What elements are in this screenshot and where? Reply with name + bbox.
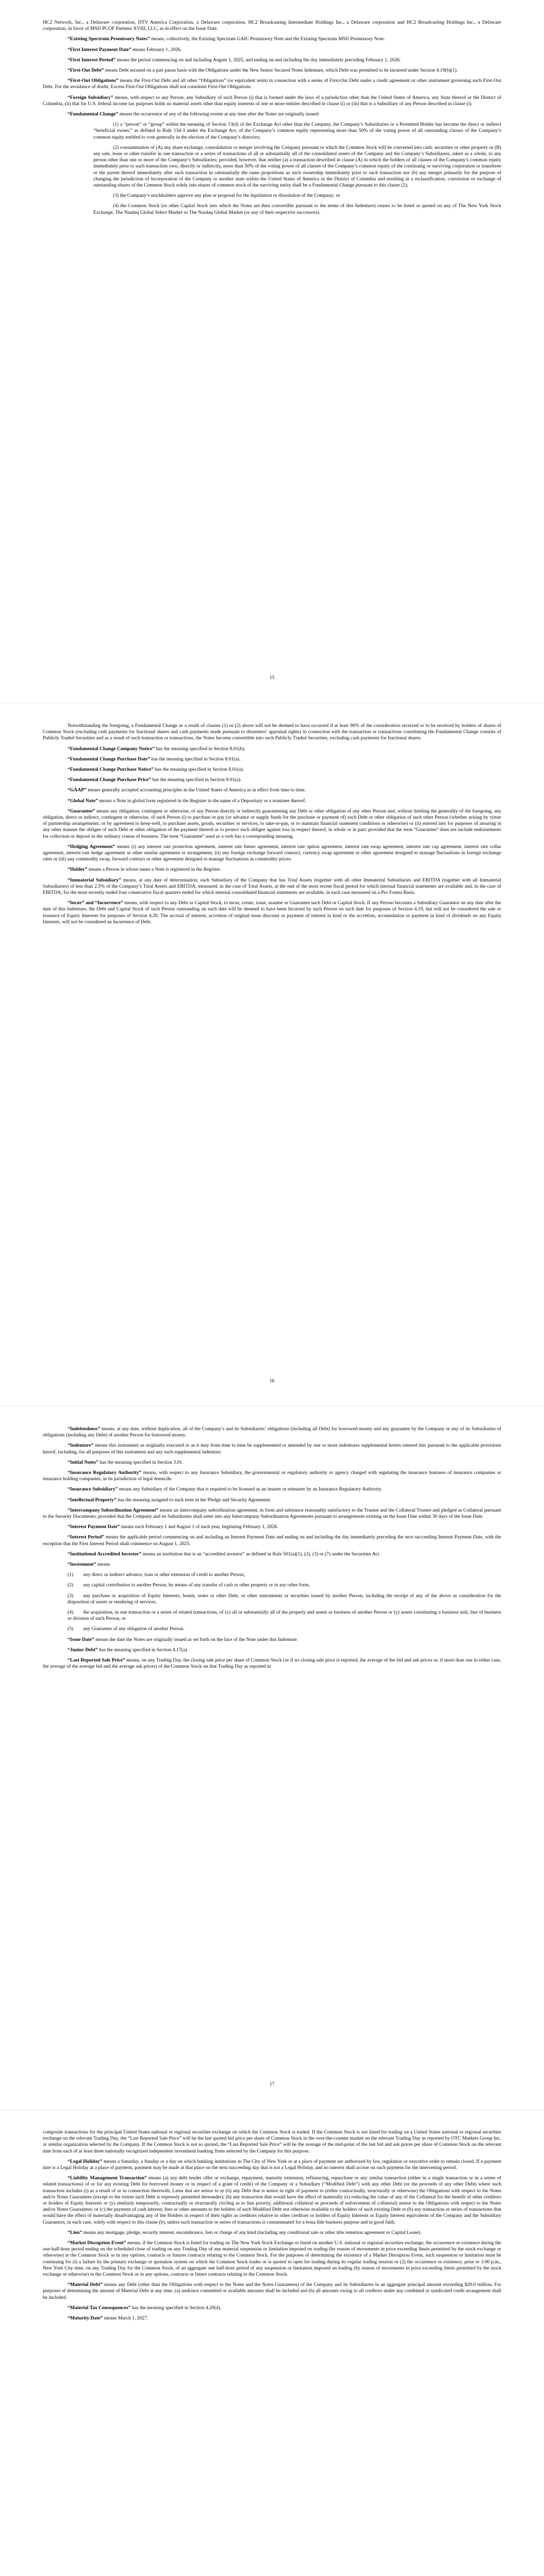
paragraph-text: has the meaning assigned to such term in the Pledge and Security Agreement. xyxy=(116,1497,271,1503)
defined-term: “Interest Period” xyxy=(68,1534,105,1540)
paragraph-text: means (a) any debt tender offer or exchange, repayment, maturity extension, refinancing, repurchase or any similar transaction (either in a single transaction or in a series of related transactions) of or for any existing Debt for borrowed money or in respect of a grant of credit) of the Company or a Subsidiary (“Modified Debt”) with any other Debt (or the proceeds of any other Debt) where such transaction includes (i) as a result of or in connection therewith, Liens that are senior to or (ii) any Debt that is senior in right of payment to (either contractually, structurally or otherwise) the Obligations with respect to the Notes and/or Notes Guarantees (except to the extent such Debt is expressly permitted hereunder); (b) any transaction that would have the effect of materially (x) reducing the value of any of the Collateral for the benefit of other creditors or holders of Equity Interests or (y) similarly temporarily, contractually or structurally circling as to lien priority, additional collateral or proceeds of enforcement of collateral) senior to the Obligations with respect to the Notes and/or Notes Guarantees; or (c) the payment of cash interest, fees or other amounts to the holders of such Modified Debt not otherwise available to the holders of such existing Debt or (b) any transaction or series of transactions that would have the effect of materially disadvantaging any of the Holders in respect of their rights as creditors relative to other creditors or holders of Equity Interests or Equity Interest equivalents of the Company and the Subsidiary Guarantors, in each case, solely with respect to this clause (b), unless such transaction or series of transactions is consummated for a bona fide business purpose and in good faith. xyxy=(43,2175,501,2225)
body-paragraph xyxy=(43,193,501,199)
body-paragraph xyxy=(43,1593,501,1605)
defined-term: “Legal Holiday” xyxy=(68,2158,103,2164)
defined-term: “Junior Debt” xyxy=(68,1647,98,1653)
paragraph-text: means February 1, 2026. xyxy=(131,46,182,53)
definition-paragraph xyxy=(43,1460,501,1466)
paragraph-text: (4) the acquisition, in one transaction or a series of related transactions, of (x) all or substantially all of the property and assets or business of another Person or (y) assets constituting a business unit, line of business or division of such Person, or xyxy=(68,1609,501,1622)
definition-paragraph xyxy=(43,900,501,925)
paragraph-text: means, if the Common Stock is listed for trading on The New York Stock Exchange or listed on another U.S. national or regional securities exchange, the occurrence or existence during the one-half-hour period ending on the scheduled close of trading on any Trading Day of any material suspension or limitation imposed on trading (by reason of movements in price exceeding limits permitted by the stock exchange or otherwise) in the Common Stock or in any options, contracts or futures contracts relating to the Common Stock. For the purposes of determining the existence of a Market Disruption Event, such suspension or limitation must be continuing for (i) a failure by the primary exchange or quotation system on which the Common Stock trades or is quoted to open for trading during its regular trading session or (2) the occurrence or existence, prior to 1:00 p.m., New York City time, on any Trading Day for the Common Stock, of an aggregate one half-hour period of any suspension or limitation imposed on trading (by reason of movements in price exceeding limits permitted by the stock exchange or otherwise) in the Common Stock or in any options, contracts or future contracts relating to the Common Stock. xyxy=(43,2240,501,2278)
page-number: 17 xyxy=(269,2081,275,2087)
definition-paragraph xyxy=(43,1486,501,1493)
paragraph-text: (5) any Guarantee of any obligation of another Person. xyxy=(68,1626,185,1632)
definition-paragraph xyxy=(43,36,501,42)
defined-term: “First-Out Obligations” xyxy=(68,78,119,84)
paragraph-text: means, collectively, the Existing Spectrum GAIC Promissory Note and the Existing Spectrum MSD Promissory Note. xyxy=(150,36,385,42)
paragraph-text: (1) any direct or indirect advance, loan or other extension of credit to another Person, xyxy=(68,1572,245,1578)
paragraph-text: means any Subsidiary of the Company that is required to be licensed as an insurer or reinsurer by an Insurance Regulatory Authority. xyxy=(118,1486,383,1493)
definition-paragraph xyxy=(43,877,501,896)
definition-paragraph xyxy=(43,47,501,53)
paragraph-text: means an intercompany subordination agreement, in form and substance reasonably satisfactory to the Trustee and the Collateral Trustee and pledged as Collateral pursuant to the Security Documents; provided that the Company and its Subsidiaries shall enter into any Intercompany Subordination Agreements pursuant to arrangements existing on the Issue Date within 30 days of the Issue Date. xyxy=(43,1507,501,1520)
definition-paragraph xyxy=(43,2159,501,2171)
defined-term: “Fundamental Change” xyxy=(68,111,119,117)
defined-term: “Last Reported Sale Price” xyxy=(68,1657,125,1664)
paragraph-text: (2) any capital contribution to another Person, by means of any transfer of cash or other property or in any other form, xyxy=(68,1582,310,1588)
paragraph-text: means xyxy=(96,1562,110,1568)
paragraph-text: means Debt secured on a pari passu basis with the Obligations under the New Senior Secured Notes Indenture, which Debt was permitted to be incurred under Section 4.19(b)(1). xyxy=(104,67,458,74)
paragraph-text: (1) a “person” or “group” within the meaning of Section 13(d) of the Exchange Act other than the Company, the Company’s Subsidiaries or a Permitted Holder has become the direct or indirect “beneficial owner,” as defined in Rule 13d-3 under the Exchange Act, of the Company’s common equity representing more than 50% of the voting power of all outstanding classes of the Company’s common equity entitled to vote generally in the election of the Company’s directors; xyxy=(93,122,501,140)
definition-paragraph xyxy=(43,1426,501,1438)
definition-paragraph xyxy=(43,756,501,762)
defined-term: “Foreign Subsidiary” xyxy=(68,94,113,100)
paragraph-text: means any obligation, contingent or otherwise, of any Person directly or indirectly guaranteeing any Debt or other obligation of any other Person and, without limiting the generality of the foregoing, any obligation, direct or indirect, contingent or otherwise, of such Person (i) to purchase or pay (or advance or supply funds for the purchase or payment of) such Debt or other obligation of such other Person (whether arising by virtue of partnership arrangements, or by agreement to keep-well, to purchase assets, goods, securities or services, to take-or-pay, or to maintain financial statement conditions or otherwise) or (ii) entered into for purposes of assuring in any other manner the obligee of such Debt or other obligation of the payment thereof or to protect such obligee against loss in respect thereof, in whole or in part; provided that the term “Guarantee” does not include endorsements for collection or deposit in the ordinary course of business. The term “Guarantee” used as a verb has a corresponding meaning. xyxy=(43,808,501,839)
defined-term: “Liability Management Transaction” xyxy=(68,2175,147,2181)
paragraph-text: (3) any purchase or acquisition of Equity Interests, bonds, notes or other Debt, or other instruments or securities issued by another Person, including the receipt of any of the above as consideration for the disposition of assets or rendering of services, xyxy=(68,1592,501,1605)
paragraph-text: means the occurrence of any of the following events at any time after the Notes are originally issued: xyxy=(118,111,320,117)
paragraph-text: means the period commencing on and including August 1, 2025, and ending on and including the day immediately preceding February 1, 2026. xyxy=(116,57,401,63)
paragraph-text: (4) the Common Stock (or other Capital Stock into which the Notes are then convertible pursuant to the terms of this Indenture) ceases to be listed or quoted on any of The New York Stock Exchange, The Nasdaq Global Select Market or The Nasdaq Global Market (or any of their respective successors). xyxy=(93,203,501,215)
defined-term: “Existing Spectrum Promissory Notes” xyxy=(68,36,150,42)
definition-paragraph xyxy=(43,767,501,773)
paragraph-text: has the meaning specified in Section 4.17(a). xyxy=(97,1647,188,1653)
definition-paragraph xyxy=(43,2175,501,2226)
paragraph-text: means the applicable period commencing on and including an Interest Payment Date and ending on and including the day immediately preceding the next succeeding Interest Payment Date, with the exception that the First Interest Period shall commence on August 1, 2025. xyxy=(43,1534,501,1547)
defined-term: “Hedging Agreement” xyxy=(68,843,116,850)
paragraph-text: (3) the Company’s stockholders approve any plan or proposal for the liquidation or dissolution of the Company; or xyxy=(113,193,340,199)
definition-paragraph xyxy=(43,867,501,873)
paragraph-text: means, at any date, without duplication, all of the Company’s and its Subsidiaries’ obligations (including all Debt) for borrowed money and any guarantee by the Company or any of its Subsidiaries of obligations (including any Debt) of another Person for borrowed money. xyxy=(43,1426,501,1438)
document-page xyxy=(0,1406,544,2110)
definition-paragraph xyxy=(43,2230,501,2236)
body-paragraph xyxy=(43,1626,501,1632)
paragraph-text: HC2 Network, Inc., a Delaware corporation, DTV America Corporation, a Delaware corporation, HC2 Broadcasting Intermediate Holdings Inc., a Delaware corporation and HC2 Broadcasting Holdings Inc., a Delaware corporation, in favor of MSD PCOF Partners XVIII, LLC, as in effect on the Issue Date. xyxy=(43,20,501,32)
document-page xyxy=(0,2110,544,2576)
body-paragraph xyxy=(43,20,501,32)
definition-paragraph xyxy=(43,1443,501,1455)
definition-paragraph xyxy=(43,2315,501,2321)
defined-term: “Fundamental Change Purchase Price” xyxy=(68,777,152,783)
defined-term: “First Interest Period” xyxy=(68,57,116,63)
defined-term: “Fundamental Change Purchase Date” xyxy=(68,756,150,762)
paragraph-text: means generally accepted accounting principles in the United States of America as in effect from time to time. xyxy=(86,787,306,793)
definition-paragraph xyxy=(43,777,501,783)
document-page xyxy=(0,0,544,703)
defined-term: “Fundamental Change Purchase Notice” xyxy=(68,767,154,773)
page-number: 16 xyxy=(269,1378,275,1384)
definition-paragraph xyxy=(43,808,501,840)
paragraph-text: means, on any Trading Day, the closing sale price per share of Common Stock (or if no closing sale price is reported, the average of the bid and ask prices or, if more than one in either case, the average of the average bid and the average ask prices) of the Common Stock on that Trading Day as reported in xyxy=(43,1657,501,1670)
paragraph-text: has the meaning specified in Section 8.01(a). xyxy=(151,777,242,783)
body-paragraph xyxy=(43,723,501,742)
paragraph-text: means the First-Out Debt and all other “Obligations” (or equivalent term) in connection with a series of First-Out Debt under a credit agreement or other instrument governing such First-Out Debt. For the avoidance of doubt, Excess First-Out Obligations shall not constitute First-Out Obligations. xyxy=(43,78,501,90)
definition-paragraph xyxy=(43,2240,501,2278)
defined-term: “Intercompany Subordination Agreement” xyxy=(68,1507,159,1513)
definition-paragraph xyxy=(43,1497,501,1503)
definition-paragraph xyxy=(43,798,501,804)
definition-paragraph xyxy=(43,844,501,863)
defined-term: “Investment” xyxy=(68,1562,96,1568)
body-paragraph xyxy=(43,122,501,141)
definition-paragraph xyxy=(43,111,501,117)
defined-term: “Issue Date” xyxy=(68,1636,94,1642)
paragraph-text: means, at any date of determination, each Subsidiary of the Company that has Total Assets (together with all other Immaterial Subsidiaries and EBITDA (together with all Immaterial Subsidiaries) of less than 2.5% of the Company’s Total Assets and EBITDA, measured, in the case of Total Assets, at the end of the most recent fiscal period for which internal financial statements are available and, in the case of EBITDA, for the most recently ended four consecutive fiscal quarters ended for which internal consolidated financial statements are available, in each case measured on a Pro Forma Basis. xyxy=(43,877,501,896)
definition-paragraph xyxy=(43,1534,501,1547)
defined-term: “Institutional Accredited Investor” xyxy=(68,1551,142,1557)
paragraph-text: means March 1, 2027. xyxy=(103,2315,149,2321)
paragraph-text: means any Debt (other than the Obligations with respect to the Notes and the Notes Guarantees) of the Company and its Subsidiaries in an aggregate principal amount exceeding $20.0 million. For purposes of determining the amount of Material Debt at any time, (a) undrawn committed or available amounts shall be included and (b) all amounts owing to all creditors under any combined or syndicated credit arrangement shall be included. xyxy=(43,2282,501,2300)
definition-paragraph xyxy=(43,1524,501,1530)
defined-term: “Market Disruption Event” xyxy=(68,2240,126,2246)
paragraph-text: has the meaning specified in Section 8.01(a). xyxy=(153,767,244,773)
paragraph-text: means a Saturday, a Sunday or a day on which banking institutions in The City of New York or at a place of payment are authorized by law, regulation or executive order to remain closed. If a payment date is a Legal Holiday at a place of payment, payment may be made at that place on the next succeeding day that is not a Legal Holiday, and no interest shall accrue on such payment for the intervening period. xyxy=(43,2158,501,2171)
paragraph-text: means, with respect to any Person, any Subsidiary of such Person (i) that is formed under the laws of a jurisdiction other than the United States of America, any State thereof or the District of Columbia, (ii) that for U.S. federal income tax purposes holds no material assets other than equity interests of one or more entities described in clause (i) or (iii) that is a Subsidiary of any Person described in clause (i). xyxy=(43,94,501,107)
definition-paragraph xyxy=(43,746,501,752)
body-paragraph xyxy=(43,145,501,189)
definition-paragraph xyxy=(43,57,501,63)
definition-paragraph xyxy=(43,1657,501,1670)
definition-paragraph xyxy=(43,2305,501,2311)
defined-term: “First-Out Debt” xyxy=(68,67,104,74)
defined-term: “Lien” xyxy=(68,2229,83,2235)
defined-term: “First Interest Payment Date” xyxy=(68,46,131,53)
paragraph-text: means this instrument as originally executed or as it may from time to time be supplemented or amended by one or more indentures supplemental hereto entered into pursuant to the applicable provisions hereof, including, for all purposes of this instrument and any such supplemental indenture. xyxy=(43,1443,501,1455)
paragraph-text: has the meaning specified in Section 4.29(d). xyxy=(130,2304,222,2311)
definition-paragraph xyxy=(43,1647,501,1653)
paragraph-text: (2) consummation of (A) any share exchange, consolidation or merger involving the Company pursuant to which the Common Stock will be converted into cash, securities or other property or (B) any sale, lease or other transfer in one transaction or a series of transactions of all or substantially all of the consolidated assets of the Company and the Company’s Subsidiaries, taken as a whole, to any person other than one or more of the Company’s Subsidiaries; provided, however, that neither (a) a transaction described in clause (A) in which the holders of all classes of the Company’s common equity immediately prior to such transaction own, directly or indirectly, more than 50% of the voting power of all classes of the Company’s common equity of the continuing or surviving corporation or transferee or the parent thereof immediately after such transaction in substantially the same proportions as such ownership immediately prior to such transaction nor (b) any merger primarily for the purpose of changing the jurisdiction of incorporation of the Company to another state within the United States of America or the District of Columbia and resulting in a reclassification, conversion or exchange of outstanding shares of the Common Stock solely into shares of common stock of the surviving entity shall be a Fundamental Change pursuant to this clause (2); xyxy=(93,144,501,189)
paragraph-text: means a Person in whose name a Note is registered in the Register. xyxy=(87,867,221,873)
paragraph-text: composite transactions for the principal United States national or regional securities exchange on which the Common Stock is traded. If the Common Stock is not listed for trading on a United States national or regional securities exchange on the relevant Trading Day, the “Last Reported Sale Price” will be the last quoted bid price per share of Common Stock in the over-the-counter market on the relevant Trading Day as reported by OTC Markets Group Inc. or similar organization selected by the Company. If the Common Stock is not so quoted, the “Last Reported Sale Price” will be the average of the mid-point of the last bid and ask prices per share of Common Stock on the relevant date from each of at least three nationally recognized independent investment banking firms selected by the Company for this purpose. xyxy=(43,2129,501,2154)
defined-term: “Intellectual Property” xyxy=(68,1497,117,1503)
defined-term: “Initial Notes” xyxy=(68,1459,98,1465)
page-number: 15 xyxy=(269,675,275,681)
body-paragraph xyxy=(43,1572,501,1578)
defined-term: “Global Note” xyxy=(68,798,98,804)
definition-paragraph xyxy=(43,1551,501,1557)
body-paragraph xyxy=(43,203,501,215)
body-paragraph xyxy=(43,1609,501,1622)
defined-term: “Material Tax Consequences” xyxy=(68,2304,131,2311)
definition-paragraph xyxy=(43,1470,501,1482)
paragraph-text: means the date the Notes are originally issued as set forth on the face of the Note under this Indenture. xyxy=(94,1636,299,1642)
paragraph-text: Notwithstanding the foregoing, a Fundamental Change as a result of clauses (1) or (2) above will not be deemed to have occurred if at least 90% of the consideration received or to be received by holders of shares of Common Stock (excluding cash payments for fractional shares and cash payments made pursuant to dissenters’ appraisal rights) in connection with the transaction or transactions constituting the Fundamental Change consists of Publicly Traded Securities and as a result of such transaction or transactions, the Notes become convertible into such Publicly Traded Securities, excluding cash payments for fractional shares. xyxy=(43,723,501,741)
paragraph-text: has the meaning specified in Section 8.01(b). xyxy=(155,745,245,752)
definition-paragraph xyxy=(43,78,501,90)
paragraph-text: means an institution that is an “accredited investor” as defined in Rule 501(a)(1), (2), (3) or (7) under the Securities Act. xyxy=(141,1551,381,1557)
body-paragraph xyxy=(43,2129,501,2155)
definition-paragraph xyxy=(43,787,501,793)
defined-term: “Maturity Date” xyxy=(68,2315,103,2321)
paragraph-text: means any mortgage, pledge, security interest, encumbrance, lien or charge of any kind (including any conditional sale or other title retention agreement or Capital Lease). xyxy=(82,2229,422,2235)
definition-paragraph xyxy=(43,1562,501,1568)
defined-term: “Insurance Regulatory Authority” xyxy=(68,1470,142,1476)
paragraph-text: means each February 1 and August 1 of each year, beginning February 1, 2026. xyxy=(120,1524,278,1530)
body-paragraph xyxy=(43,1582,501,1588)
defined-term: “Holder” xyxy=(68,867,88,873)
paragraph-text: means, with respect to any Insurance Subsidiary, the governmental or regulatory authority or agency charged with regulating the insurance business of insurance companies or insurance holding companies, in its jurisdiction of legal domicile. xyxy=(43,1470,501,1482)
defined-term: “Guarantee” xyxy=(68,808,95,814)
definition-paragraph xyxy=(43,1507,501,1520)
defined-term: “Indenture” xyxy=(68,1443,94,1449)
paragraph-text: means (i) any interest rate protection agreement, interest rate future agreement, interest rate option agreement, interest rate swap agreement, interest rate cap agreement, interest rate collar agreement, interest rate hedge agreement or other similar agreement or arrangement, (ii) any foreign exchange forward contract, currency swap agreement or other agreement designed to manage fluctuations in foreign exchange rates or (iii) any commodity swap, forward contract or other agreement designed to manage fluctuations in commodity prices. xyxy=(43,843,501,862)
paragraph-text: means, with respect to any Debt or Capital Stock, to incur, create, issue, assume or Guarantee such Debt or Capital Stock. If any Person becomes a Subsidiary Guarantor on any date after the date of this Indenture, the Debt and Capital Stock of such Person outstanding on such date will be deemed to have been Incurred by such Person on such date for purposes of Section 4.19, but will not be considered the sale or issuance of Equity Interests for purposes of Section 4.20. The accrual of interest, accretion of original issue discount or payment of interest in kind or the accretion, accumulation or payment in kind of dividends on any Equity Interests, will not be considered an Incurrence of Debt. xyxy=(43,900,501,925)
definition-paragraph xyxy=(43,67,501,74)
defined-term: “Indebtedness” xyxy=(68,1426,101,1432)
defined-term: “Incur” and “Incurrence” xyxy=(68,900,123,906)
paragraph-text: has the meaning specified in Section 8.01(a). xyxy=(150,756,241,762)
defined-term: “Material Debt” xyxy=(68,2282,103,2288)
paragraph-text: means a Note in global form registered in the Register in the name of a Depositary or a nominee thereof. xyxy=(97,798,306,804)
defined-term: “Interest Payment Date” xyxy=(68,1524,120,1530)
definition-paragraph xyxy=(43,95,501,107)
defined-term: “GAAP” xyxy=(68,787,87,793)
paragraph-text: has the meaning specified in Section 3.01. xyxy=(98,1459,184,1465)
defined-term: “Fundamental Change Company Notice” xyxy=(68,745,155,752)
defined-term: “Immaterial Subsidiary” xyxy=(68,877,121,883)
definition-paragraph xyxy=(43,1637,501,1643)
defined-term: “Insurance Subsidiary” xyxy=(68,1486,118,1493)
document-page xyxy=(0,703,544,1406)
definition-paragraph xyxy=(43,2282,501,2301)
